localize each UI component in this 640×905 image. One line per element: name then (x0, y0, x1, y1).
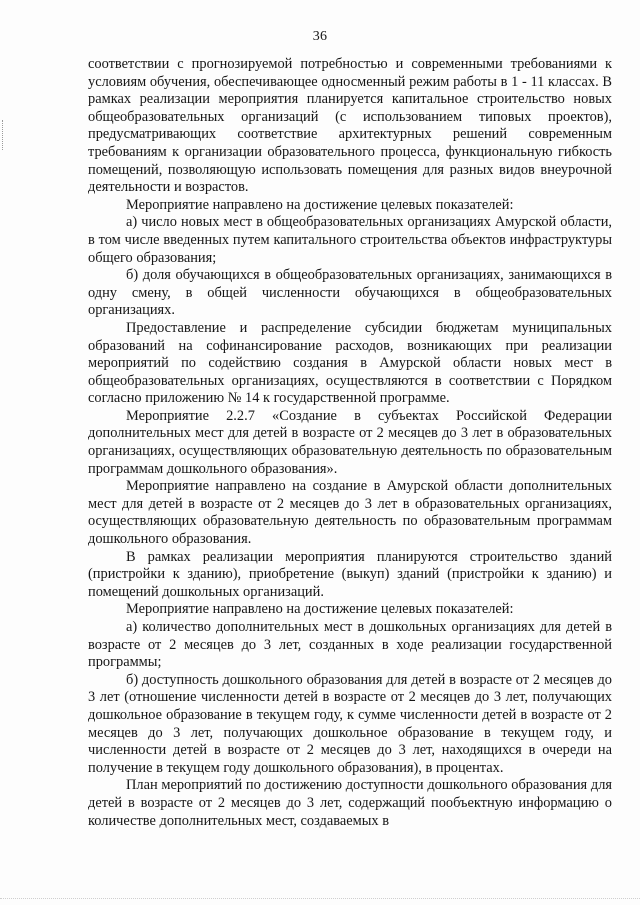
scan-artifact-bottom (0, 896, 640, 899)
paragraph-subsidy: Предоставление и распределение субсидии бюджетам муниципальных образований на софинансирование расходов, возникающих при реализации мероприятий по содействию создания в Амурской области новых мест в общеобразовательных организациях, осуществляются в соответствии с Порядком согласно приложению № 14 к государственной программе. (88, 319, 612, 407)
paragraph-indicator-a: а) число новых мест в общеобразовательных организациях Амурской области, в том числе введенных путем капитального строительства объектов инфраструктуры общего образования; (88, 214, 612, 266)
document-body (88, 56, 612, 830)
scan-artifact-marks (2, 120, 6, 150)
page-number: 36 (312, 29, 328, 44)
paragraph-target-indicators-heading-2: Мероприятие направлено на достижение целевых показателей: (126, 601, 514, 618)
paragraph-continuation: соответствии с прогнозируемой потребностью и современными требованиями к условиям обучения, обеспечивающее односменный режим работы в 1 - 11 классах. В рамках реализации мероприятия планируется капитальное строительство новых общеобразовательных организаций (с использованием типовых проектов), предусматривающих соответствие архитектурных решений современным требованиям к организации образовательного процесса, функциональную гибкость помещений, позволяющую использовать помещения для разных видов внеурочной деятельности и возрастов. (88, 56, 612, 196)
paragraph-indicator-b: б) доля обучающихся в общеобразовательных организациях, занимающихся в одну смену, в общей численности обучающихся в общеобразовательных организациях. (88, 267, 612, 319)
paragraph-measure-purpose: Мероприятие направлено на создание в Амурской области дополнительных мест для детей в возрасте от 2 месяцев до 3 лет в образовательных организациях, осуществляющих образовательную деятельность по образовательным программам дошкольного образования. (88, 478, 612, 548)
paragraph-indicator-a-2: а) количество дополнительных мест в дошкольных организациях для детей в возрасте от 2 месяцев до 3 лет, созданных в ходе реализации государственной программы; (88, 619, 612, 671)
paragraph-indicator-b-2: б) доступность дошкольного образования для детей в возрасте от 2 месяцев до 3 лет (отношение численности детей в возрасте от 2 месяцев до 3 лет, получающих дошкольное образование в текущем году, к сумме численности детей в возрасте от 2 месяцев до 3 лет, получающих дошкольное образование в текущем году, и численности детей в возрасте от 2 месяцев до 3 лет, находящихся в очереди на получение в текущем году дошкольного образования), в процентах. (88, 671, 612, 776)
paragraph-construction: В рамках реализации мероприятия планируются строительство зданий (пристройки к зданию), приобретение (выкуп) зданий (пристройки к зданию) и помещений дошкольных организаций. (88, 548, 612, 600)
paragraph-target-indicators-heading: Мероприятие направлено на достижение целевых показателей: (126, 196, 514, 213)
paragraph-plan: План мероприятий по достижению доступности дошкольного образования для детей в возрасте от 2 месяцев до 3 лет, содержащий пообъектную информацию о количестве дополнительных мест, создаваемых в (88, 777, 612, 829)
paragraph-measure-2-2-7: Мероприятие 2.2.7 «Создание в субъектах Российской Федерации дополнительных мест для детей в возрасте от 2 месяцев до 3 лет в образовательных организациях, осуществляющих образовательную деятельность по образовательным программам дошкольного образования». (88, 407, 612, 477)
